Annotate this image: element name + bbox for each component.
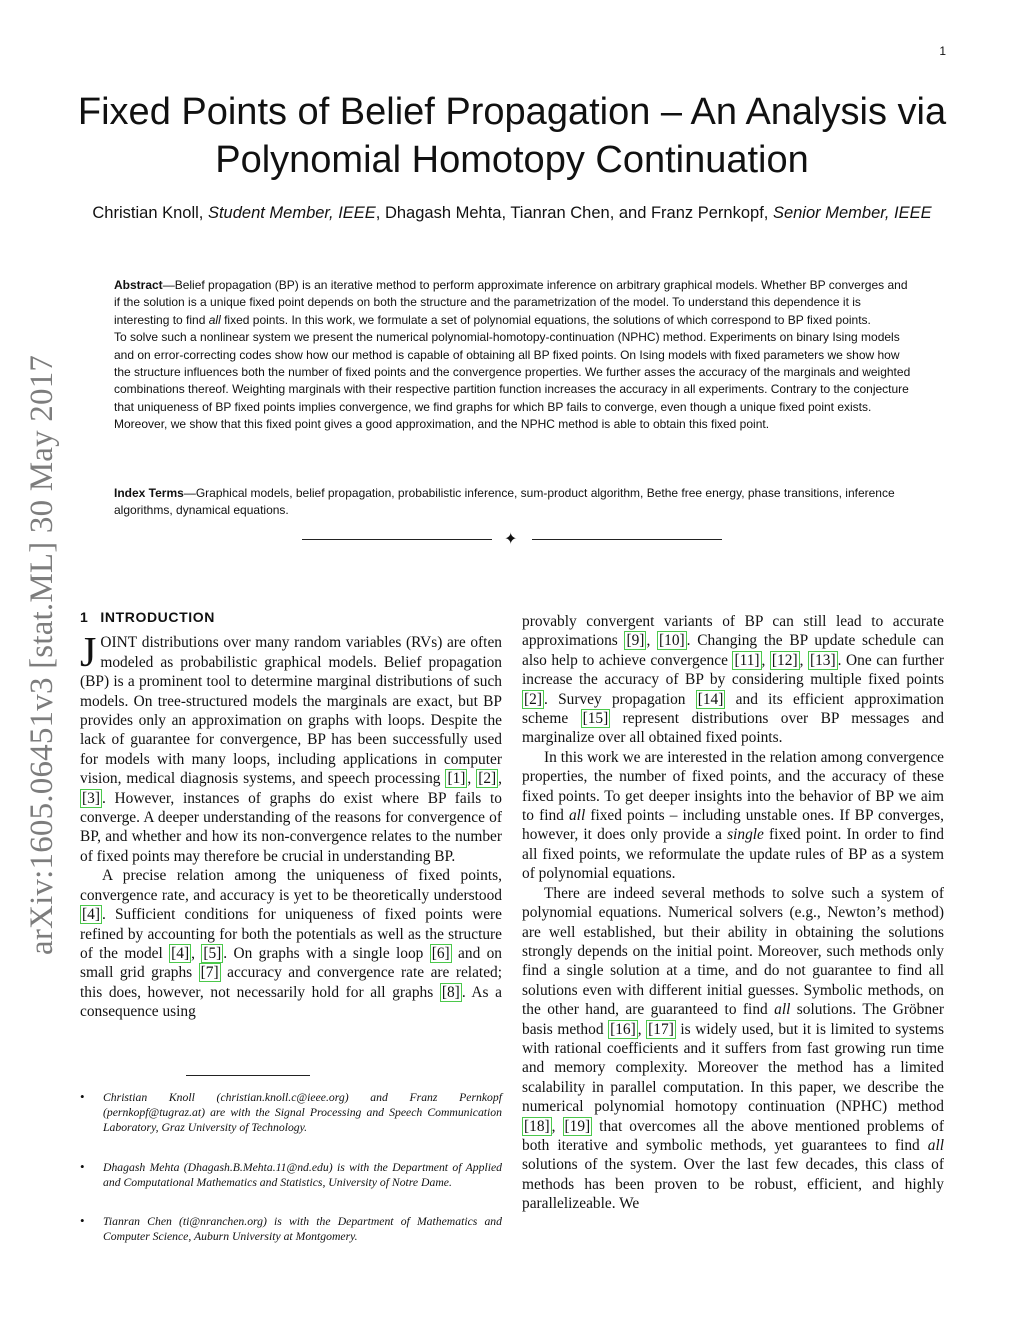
section-title: INTRODUCTION — [100, 609, 215, 625]
citation-link[interactable]: [9] — [626, 632, 645, 650]
paragraph-text: provably convergent variants of BP can still lead to accurate approximations — [522, 613, 944, 650]
right-column — [522, 612, 944, 1214]
citation-link[interactable]: [6] — [431, 944, 450, 962]
citation-link[interactable]: [5] — [203, 944, 222, 962]
index-terms — [114, 485, 912, 520]
footnote-item — [80, 1090, 502, 1136]
small-caps-word: OINT — [100, 634, 138, 652]
abstract-text-1b: fixed points. In this work, we formulate a set of polynomial equations, the solutions of which correspond to BP fixed points. — [220, 312, 871, 327]
author-list — [90, 202, 934, 225]
emphasis: all — [568, 807, 586, 825]
intro-paragraph-1 — [80, 630, 502, 866]
emphasis: single — [727, 826, 764, 844]
paragraph-text: distributions over many random variables (RVs) are often modeled as probabilistic graphical models. Belief propagation (BP) is a prominent tool to determine marginal distributions of such models. On tree-structured models the marginals are exact, but BP provides only an approximation on graphs with loops. Despite the lack of guarantee for convergence, BP has been successfully used for models with many loops, including applications in computer vision, medical diagnosis systems, and speech processing — [80, 634, 502, 788]
author-1-role: Student Member, IEEE — [207, 204, 376, 222]
citation-link[interactable]: [2] — [478, 770, 497, 788]
paragraph-text: There are indeed several methods to solve such a system of polynomial equations. Numerical solvers (e.g., Newton’s method) are well established, but their ability in obtaining the solutions strongly depends on the initial point. Moreover, such methods only find a single solution at a time, and do not guarantee to find all solutions even with different initial guesses. Symbolic methods, on the other hand, are guaranteed to find — [522, 884, 944, 1019]
bullet-icon: • — [80, 1213, 85, 1229]
abstract-label: Abstract — [114, 278, 163, 292]
drop-cap: J — [80, 630, 97, 677]
paragraph-text: represent distributions over BP messages and marginalize over all obtained fixed points. — [522, 710, 944, 747]
footnote-text: Dhagash Mehta (Dhagash.B.Mehta.11@nd.edu) is with the Department of Applied and Computational Mathematics and Statistics, University of Notre Dame. — [103, 1160, 502, 1189]
citation-separator: , — [467, 770, 477, 788]
paragraph-text: fixed points – including unstable ones. If BP converges, however, it does only provide a — [522, 807, 944, 844]
paragraph-text: solutions. The Gröbner basis method — [522, 1001, 944, 1038]
abstract-text-1a: —Belief propagation (BP) is an iterative method to perform approximate inference on arbitrary graphical models. Whether BP converges and if the solution is a unique fixed point depends on both the structure and the parametrization of the model. To understand this dependence it is interesting to find — [114, 278, 908, 327]
index-terms-text: —Graphical models, belief propagation, probabilistic inference, sum-product algorithm, Bethe free energy, phase transitions, inference algorithms, dynamical equations. — [114, 486, 895, 518]
intro-paragraph-3 — [522, 612, 944, 748]
citation-link[interactable]: [3] — [82, 789, 100, 807]
citation-link[interactable]: [19] — [564, 1117, 591, 1135]
footnote-text: Tianran Chen (ti@nranchen.org) is with the Department of Mathematics and Computer Science, Auburn University at Montgomery. — [103, 1215, 502, 1244]
section-number: 1 — [80, 609, 89, 625]
bullet-icon: • — [80, 1089, 85, 1104]
index-terms-label: Index Terms — [114, 486, 184, 500]
paragraph-text: fixed point. In order to find all fixed points, we reformulate the update rules of BP as a system of polynomial equations. — [522, 826, 944, 883]
paragraph-text: . On graphs with a single loop — [223, 944, 430, 962]
citation-separator: , — [799, 651, 808, 669]
citation-separator: , — [551, 1117, 563, 1135]
paragraph-text: and its efficient approximation scheme — [522, 690, 944, 728]
citation-link[interactable]: [4] — [82, 906, 100, 924]
page-number: 1 — [939, 44, 946, 58]
left-column — [80, 608, 502, 1022]
emphasis: all — [774, 1001, 791, 1019]
citation-link[interactable]: [14] — [697, 690, 724, 708]
citation-link[interactable]: [17] — [648, 1020, 674, 1038]
citation-link[interactable]: [18] — [524, 1117, 550, 1135]
authors-rest: , Dhagash Mehta, Tianran Chen, and Franz Pernkopf, — [375, 204, 769, 222]
intro-paragraph-4 — [522, 748, 944, 884]
citation-link[interactable]: [10] — [659, 632, 685, 650]
paragraph-text: . Sufficient conditions for uniqueness of fixed points were refined by accounting for both the potentials as well as the structure of the model — [80, 906, 502, 962]
footnote-rule — [186, 1075, 310, 1076]
citation-link[interactable]: [7] — [200, 964, 219, 982]
citation-separator: , — [498, 770, 502, 788]
intro-paragraph-2 — [80, 866, 502, 1021]
paragraph-text: . However, instances of graphs do exist where BP fails to converge. A deeper understanding of the reasons for convergence of BP, and whether and how its non-convergence relates to the number of fixed points may therefore be crucial in understanding BP. — [80, 789, 502, 865]
citation-link[interactable]: [13] — [809, 651, 836, 669]
arxiv-identifier: arXiv:1605.06451v3 [stat.ML] 30 May 2017 — [24, 354, 60, 955]
citation-separator: , — [637, 1020, 647, 1038]
paragraph-text: A precise relation among the uniqueness of fixed points, convergence rate, and accuracy is yet to be theoretically understood — [80, 867, 502, 904]
citation-link[interactable]: [4] — [171, 944, 190, 962]
citation-link[interactable]: [2] — [524, 690, 542, 708]
paragraph-text: solutions of the system. Over the last few decades, this class of methods has been proven to be robust, efficient, and highly parallelizeable. We — [522, 1156, 944, 1213]
footnote-item — [80, 1214, 502, 1244]
section-divider — [302, 529, 722, 548]
divider-line-left — [302, 539, 492, 540]
paragraph-text: . Changing the BP update schedule can also help to achieve convergence — [522, 632, 944, 669]
citation-link[interactable]: [1] — [447, 770, 466, 788]
paragraph-text: accuracy and convergence rate are related; this does, however, not necessarily hold for all graphs — [80, 964, 502, 1001]
section-heading — [80, 608, 502, 627]
footnote-item — [80, 1160, 502, 1190]
paragraph-text: . As a consequence using — [80, 983, 502, 1021]
divider-line-right — [532, 539, 722, 540]
paragraph-text: . One can further increase the accuracy of BP by considering multiple fixed points — [522, 651, 944, 689]
paragraph-text: that overcomes all the above mentioned problems of both iterative and symbolic methods, yet guarantees to find — [522, 1117, 944, 1154]
citation-separator: , — [191, 944, 202, 962]
author-1: Christian Knoll, — [92, 204, 204, 222]
citation-link[interactable]: [15] — [582, 710, 609, 728]
citation-link[interactable]: [11] — [734, 651, 760, 669]
abstract-emphasis: all — [208, 312, 221, 327]
citation-separator: , — [761, 651, 770, 669]
citation-link[interactable]: [8] — [441, 983, 460, 1001]
paper-title: Fixed Points of Belief Propagation – An Analysis via Polynomial Homotopy Continuation — [77, 91, 947, 181]
paragraph-text: is widely used, but it is limited to systems with rational coefficients and it suffers from fast growing run time and memory complexity. Moreover the method has a limited scalability in parallel computation. In this paper, we describe the numerical polynomial homotopy continuation (NPHC) method — [522, 1020, 944, 1116]
abstract-text-2: To solve such a nonlinear system we present the numerical polynomial-homotopy-continuation (NPHC) method. Experiments on binary Ising models and on error-correcting codes show how our method is capable of obtaining all BP fixed points. On Ising models with fixed parameters we show how the structure influences both the number of fixed points and the convergence properties. We further asses the accuracy of the marginals and weighted combinations thereof. Weighting marginals with their respective partition function increases the accuracy in all experiments. Contrary to the conjecture that uniqueness of BP fixed points implies convergence, we find graphs for which BP fails to converge, even though a unique fixed point exists. Moreover, we show that this fixed point gives a good approximation, and the NPHC method is able to obtain this fixed point. — [114, 330, 911, 432]
divider-star-icon: ✦ — [504, 529, 518, 548]
footnote-text: Christian Knoll (christian.knoll.c@ieee.org) and Franz Pernkopf (pernkopf@tugraz.at) are with the Signal Processing and Speech Communication Laboratory, Graz University of Technology. — [103, 1091, 502, 1135]
citation-link[interactable]: [12] — [771, 651, 798, 669]
emphasis: all — [927, 1136, 944, 1154]
paragraph-text: In this work we are interested in the relation among convergence properties, the number of fixed points, and the accuracy of these fixed points. To get deeper insights into the behavior of BP we aim to find — [522, 748, 944, 825]
paragraph-text: and on small grid graphs — [80, 944, 503, 982]
abstract — [114, 277, 912, 434]
paragraph-text: . Survey propagation — [543, 690, 696, 708]
intro-paragraph-5 — [522, 884, 944, 1214]
footnotes — [80, 1090, 502, 1268]
author-4-role: Senior Member, IEEE — [772, 204, 932, 222]
bullet-icon: • — [80, 1158, 85, 1174]
citation-link[interactable]: [16] — [610, 1020, 636, 1038]
citation-separator: , — [646, 632, 658, 650]
